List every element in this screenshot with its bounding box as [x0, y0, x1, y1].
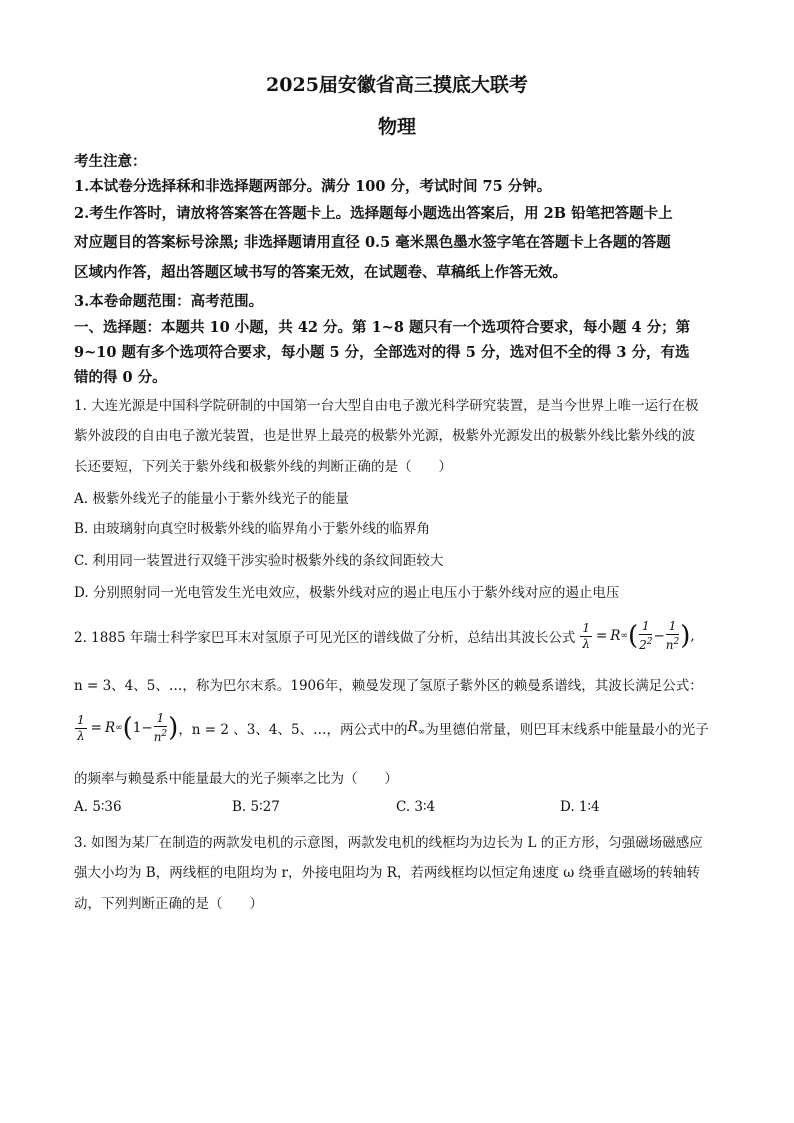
section-1-line-1: 一、选择题：本题共 10 小题，共 42 分。第 1~8 题只有一个选项符合要求，每小题 4 分；第: [74, 319, 691, 336]
q2-option-c: C. 3∶4: [396, 799, 436, 815]
q3-stem-line-2: 强大小均为 B，两线框的电阻均为 r，外接电阻均为 R，若两线框均以恒定角速度 ω 绕垂直磁场的转轴转: [74, 865, 701, 881]
notice-item-1: 1.本试卷分选择秝和非选择题两部分。满分 100 分，考试时间 75 分钟。: [74, 178, 552, 195]
q3-stem-line-1: 3. 如图为某厂在制造的两款发电机的示意图，两款发电机的线框均为边长为 L 的正方形，匀强磁场磁感应: [74, 835, 703, 851]
rydberg-symbol: $R_\infty$: [407, 718, 426, 738]
exam-title: 2025届安徽省高三摸底大联考: [266, 74, 528, 96]
q2-stem-line-4: 的频率与赖曼系中能量最大的光子频率之比为（ ）: [74, 771, 398, 787]
q1-stem-line-1: 1. 大连光源是中国科学院研制的中国第一台大型自由电子激光科学研究装置，是当今世界上唯一运行在极: [74, 398, 699, 414]
q2-stem-line-3: [74, 708, 724, 748]
section-1-line-3: 错的得 0 分。: [74, 369, 167, 386]
q2-stem-line-1: [74, 617, 724, 655]
q2-stem-text-3: ，n = 2 、3、4、5、…，两公式中的: [178, 722, 408, 738]
q2-stem-text-1: 2. 1885 年瑞士科学家巴耳末对氢原子可见光区的谱线做了分析，总结出其波长公式: [74, 630, 576, 646]
notice-item-3: 3.本卷命题范围：高考范围。: [74, 293, 264, 310]
q1-option-b: B. 由玻璃射向真空时极紫外线的临界角小于紫外线的临界角: [74, 521, 431, 537]
lyman-formula: $\frac{1}{\lambda}$ = R ∞ ( 1− $\frac{1}{n^2}$ ): [77, 711, 179, 744]
q2-option-b: B. 5∶27: [232, 799, 280, 815]
q1-option-c: C. 利用同一装置进行双缝干涉实验时极紫外线的条纹间距较大: [74, 553, 444, 569]
q1-stem-line-3: 长还要短，下列关于紫外线和极紫外线的判断正确的是（ ）: [74, 459, 452, 475]
notice-item-2-line-1: 2.考生作答时，请放将答案答在答题卡上。选择题每小题选出答案后，用 2B 铅笔把答题卡上: [74, 205, 673, 222]
section-1-line-2: 9~10 题有多个选项符合要求，每小题 5 分，全部选对的得 5 分，选对但不全的得 3 分，有选: [74, 344, 690, 361]
q1-option-d: D. 分别照射同一光电管发生光电效应，极紫外线对应的遏止电压小于紫外线对应的遏止电压: [74, 585, 620, 601]
notice-item-2-line-3: 区域内作答，超出答题区域书写的答案无效，在试题卷、草稿纸上作答无效。: [74, 264, 567, 281]
q1-stem-line-2: 紫外波段的自由电子激光装置，也是世界上最亮的极紫外光源，极紫外光源发出的极紫外线比紫外线的波: [74, 428, 695, 444]
notice-heading: 考生注意：: [74, 153, 147, 170]
q2-option-a: A. 5∶36: [74, 799, 122, 815]
notice-item-2-line-2: 对应题目的答案标号涂黑; 非选择题请用直径 0.5 毫米黑色墨水签字笔在答题卡上各题的答题: [74, 234, 671, 251]
q2-stem-text-3b: 为里德伯常量，则巴耳末线系中能量最小的光子: [425, 722, 709, 738]
q2-option-d: D. 1∶4: [560, 799, 600, 815]
exam-subject: 物理: [377, 116, 416, 138]
balmer-formula: $\frac{1}{\lambda}$ = R ∞ ( $\frac{1}{2^2}$ − $\frac{1}{n^2}$ ) ,: [582, 619, 695, 652]
q1-option-a: A. 极紫外线光子的能量小于紫外线光子的能量: [74, 491, 349, 507]
q2-stem-line-2: n = 3、4、5、…，称为巴尔末系。1906年，赖曼发现了氢原子紫外区的赖曼系谱线，其波长满足公式：: [74, 678, 703, 694]
q3-stem-line-3: 动，下列判断正确的是（ ）: [74, 896, 263, 912]
